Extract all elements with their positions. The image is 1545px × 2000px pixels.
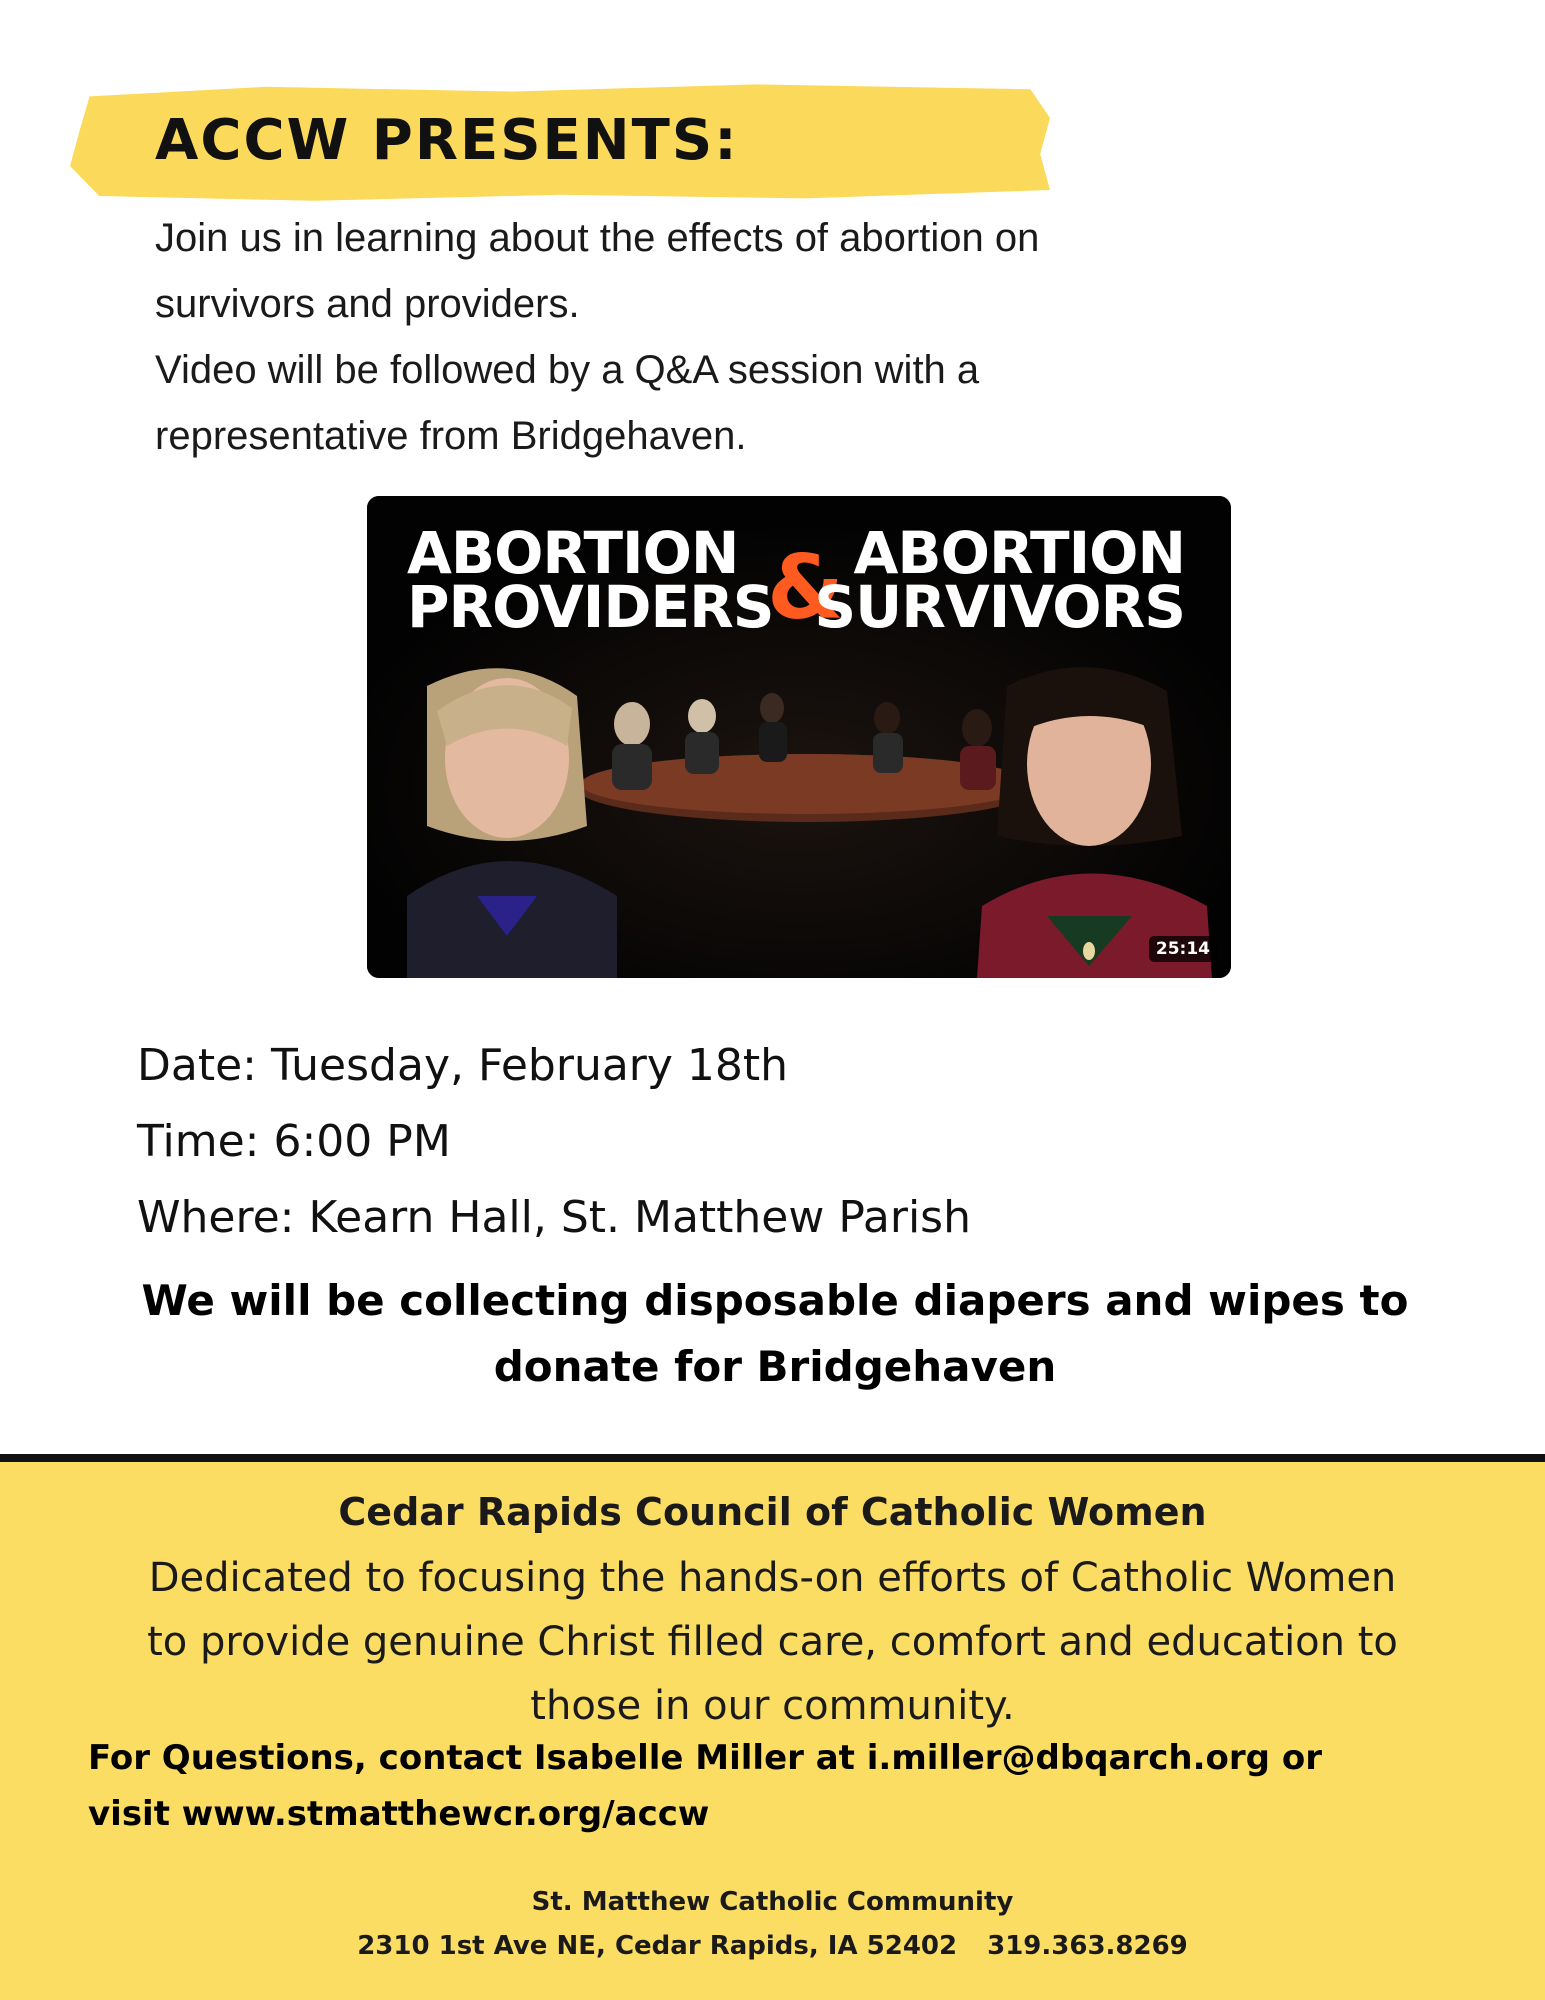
phone-number[interactable]: 319.363.8269 — [987, 1931, 1188, 1961]
event-time: Time: 6:00 PM — [137, 1116, 451, 1167]
mission-line: Dedicated to focusing the hands-on efforts of Catholic Women — [148, 1555, 1397, 1601]
video-title-right-line1: ABORTION — [853, 519, 1185, 587]
intro-line: survivors and providers. — [155, 282, 580, 326]
community-name: St. Matthew Catholic Community — [531, 1887, 1014, 1917]
donation-line: We will be collecting disposable diapers and wipes to — [141, 1276, 1409, 1325]
contact-line[interactable]: For Questions, contact Isabelle Miller at i.miller@dbqarch.org or — [88, 1738, 1322, 1778]
event-date: Date: Tuesday, February 18th — [137, 1040, 789, 1091]
intro-line: representative from Bridgehaven. — [155, 414, 747, 458]
donation-notice — [90, 1268, 1460, 1400]
mission-line: to provide genuine Christ filled care, comfort and education to — [147, 1619, 1398, 1665]
contact-info[interactable] — [88, 1730, 1508, 1842]
council-name: Cedar Rapids Council of Catholic Women — [338, 1490, 1207, 1534]
contact-line[interactable]: visit www.stmatthewcr.org/accw — [88, 1794, 710, 1834]
mission-line: those in our community. — [530, 1683, 1015, 1729]
address-line — [0, 1924, 1545, 1968]
intro-line: Video will be followed by a Q&A session with a — [155, 348, 980, 392]
event-details — [137, 1028, 971, 1256]
video-title-left-line2: PROVIDERS — [407, 573, 774, 641]
video-title-left-line1: ABORTION — [407, 519, 739, 587]
video-thumbnail[interactable] — [367, 496, 1231, 978]
video-title-right-line2: SURVIVORS — [814, 573, 1185, 641]
intro-text — [155, 205, 1305, 469]
mission-statement — [70, 1546, 1475, 1738]
video-title-ampersand: & — [767, 536, 844, 639]
community-address-block — [0, 1880, 1545, 1968]
video-duration-badge: 25:14 — [1149, 936, 1217, 962]
footer-divider — [0, 1454, 1545, 1462]
intro-line: Join us in learning about the effects of abortion on — [155, 216, 1040, 260]
page-title: ACCW PRESENTS: — [155, 108, 739, 173]
street-address: 2310 1st Ave NE, Cedar Rapids, IA 52402 — [357, 1931, 958, 1961]
event-location: Where: Kearn Hall, St. Matthew Parish — [137, 1192, 971, 1243]
donation-line: donate for Bridgehaven — [493, 1342, 1057, 1391]
